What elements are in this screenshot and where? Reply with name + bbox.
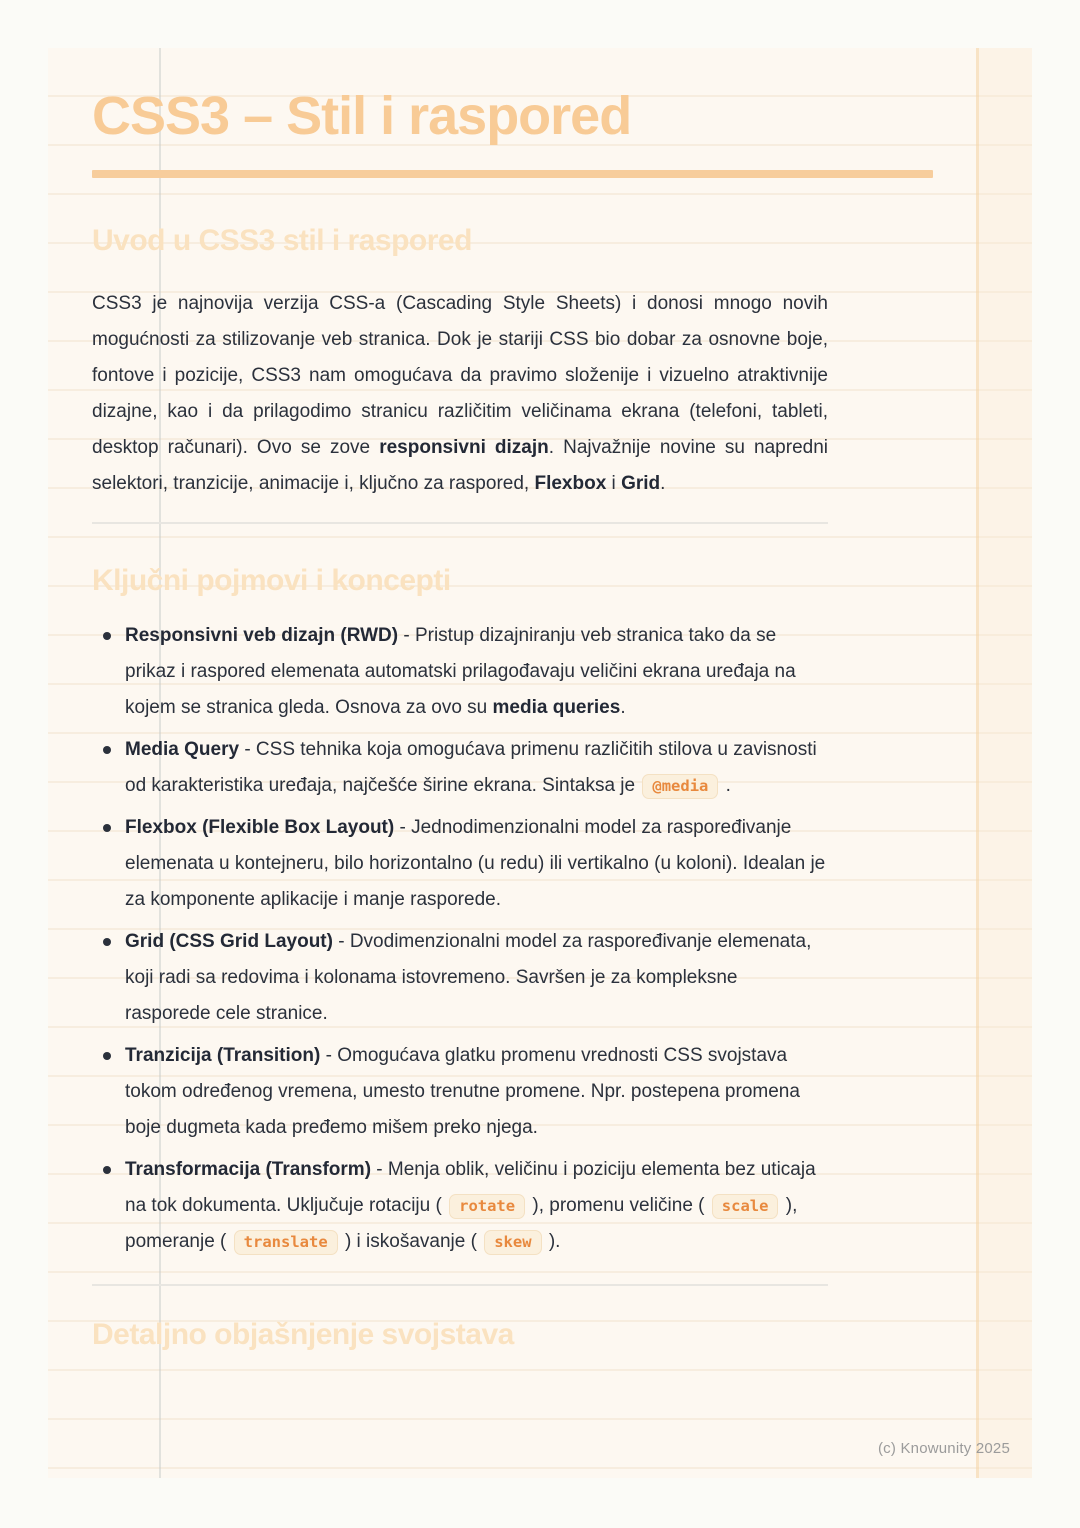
concept-list [92, 618, 828, 1260]
bold-term: Media Query [125, 739, 240, 760]
section-heading-concepts: Ključni pojmovi i koncepti [92, 564, 451, 597]
concept-list-item: Flexbox (Flexible Box Layout) - Jednodimenzionalni model za raspoređivanje elemenata u kontejneru, bilo horizontalno (u redu) ili vertikalno (u koloni). Idealan je za komponente aplikacije i manje rasporede. [92, 810, 828, 918]
concept-list-item: Tranzicija (Transition) - Omogućava glatku promenu vrednosti CSS svojstava tokom određenog vremena, umesto trenutne promene. Npr. postepena promena boje dugmeta kada pređemo mišem preko njega. [92, 1038, 828, 1146]
section-heading-intro: Uvod u CSS3 stil i raspored [92, 224, 472, 257]
bold-term: Tranzicija (Transition) [125, 1045, 321, 1066]
notebook-page [48, 48, 1032, 1478]
concept-list-item: Grid (CSS Grid Layout) - Dvodimenzionalni model za raspoređivanje elemenata, koji radi sa redovima i kolonama istovremeno. Savršen je za kompleksne rasporede cele stranice. [92, 924, 828, 1032]
concept-list-item: Media Query - CSS tehnika koja omogućava primenu različitih stilova u zavisnosti od karakteristika uređaja, najčešće širine ekrana. Sintaksa je @media . [92, 732, 828, 804]
inline-code-chip: skew [484, 1230, 541, 1255]
footer-credit: (c) Knowunity 2025 [877, 1440, 1010, 1457]
bold-term: media queries [492, 697, 621, 718]
bold-term: Transformacija (Transform) [125, 1159, 372, 1180]
intro-paragraph: CSS3 je najnovija verzija CSS-a (Cascading Style Sheets) i donosi mnogo novih mogućnosti za stilizovanje veb stranica. Dok je stariji CSS bio dobar za osnovne boje, fontove i pozicije, CSS3 nam omogućava da pravimo složenije i vizuelno atraktivnije dizajne, kao i da prilagodimo stranicu različitim veličinama ekrana (telefoni, tableti, desktop računari). Ovo se zove responsivni dizajn. Najvažnije novine su napredni selektori, tranzicije, animacije i, ključno za raspored, Flexbox i Grid. [92, 293, 828, 494]
inline-code-chip: scale [712, 1194, 779, 1219]
bold-term: Responsivni veb dizajn (RWD) [125, 625, 399, 646]
concept-list-item: Responsivni veb dizajn (RWD) - Pristup dizajniranju veb stranica tako da se prikaz i raspored elemenata automatski prilagođavaju veličini ekrana uređaja na kojem se stranica gleda. Osnova za ovo su media queries. [92, 618, 828, 726]
bold-term: Flexbox (Flexible Box Layout) [125, 817, 395, 838]
inline-code-chip: translate [234, 1230, 338, 1255]
bold-term: Grid (CSS Grid Layout) [125, 931, 333, 952]
title-underline-rule [92, 170, 933, 178]
section-divider [92, 522, 828, 524]
section-divider [92, 1284, 828, 1286]
document-content [48, 86, 1032, 1354]
bold-term: Flexbox [534, 473, 607, 494]
concept-list-item: Transformacija (Transform) - Menja oblik, veličinu i poziciju elementa bez uticaja na tok dokumenta. Uključuje rotaciju ( rotate ), promenu veličine ( scale ), pomeranje ( translate ) i iskošavanje ( skew ). [92, 1152, 828, 1260]
inline-code-chip: rotate [449, 1194, 525, 1219]
section-heading-details: Detaljno objašnjenje svojstava [92, 1318, 514, 1351]
bold-term: Grid [621, 473, 661, 494]
inline-code-chip: @media [642, 774, 718, 799]
bold-term: responsivni dizajn [379, 437, 549, 458]
page-title: CSS3 – Stil i raspored [92, 86, 632, 146]
